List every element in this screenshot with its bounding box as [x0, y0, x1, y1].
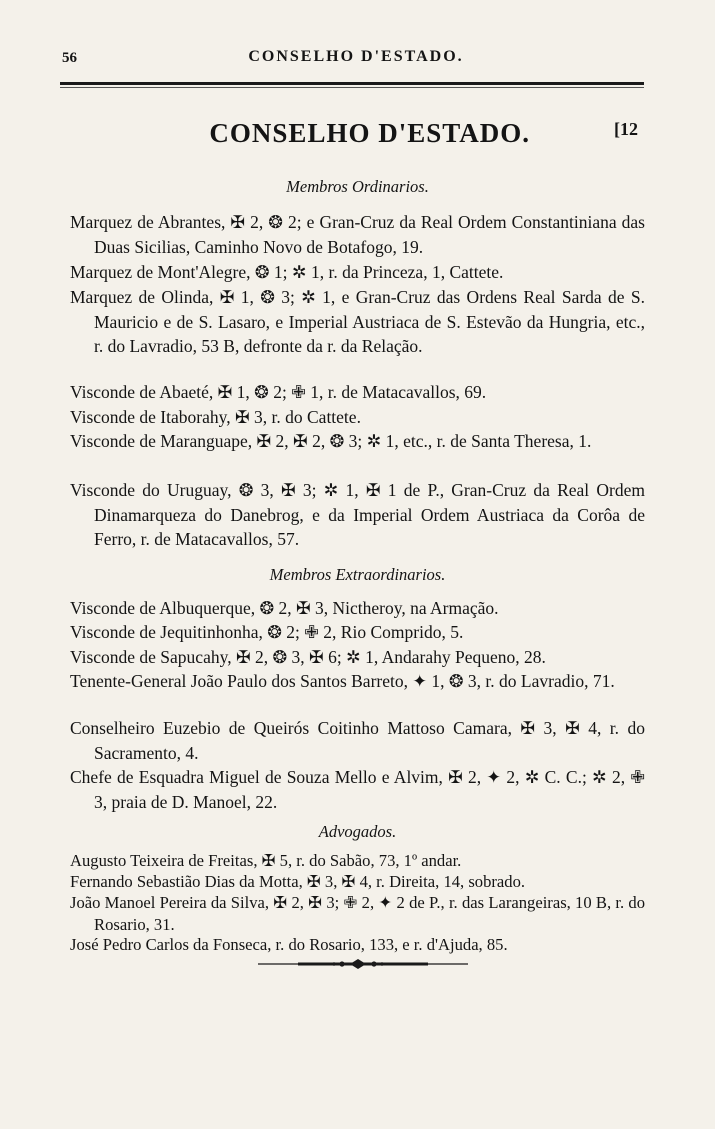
entry-ordinary-7: Visconde do Uruguay, ❂ 3, ✠ 3; ✲ 1, ✠ 1 de P., Gran-Cruz da Real Ordem Dinamarqueza do Danebrog, e da Imperial Ordem Austriaca da Corôa de Ferro, r. de Matacavallos, 57.	[70, 480, 645, 550]
entry-extra-3: Visconde de Sapucahy, ✠ 2, ❂ 3, ✠ 6; ✲ 1, Andarahy Pequeno, 28.	[70, 647, 546, 667]
head-rule-thin	[60, 87, 644, 88]
entry-ordinary-2: Marquez de Mont'Alegre, ❂ 1; ✲ 1, r. da Princeza, 1, Cattete.	[70, 262, 504, 282]
entry-ordinary-3: Marquez de Olinda, ✠ 1, ❂ 3; ✲ 1, e Gran-Cruz das Ordens Real Sarda de S. Mauricio e de S. Lasaro, e Imperial Austriaca de S. Estevão da Hungria, etc., r. do Lavradio, 53 B, defronte da r. da Relação.	[70, 287, 645, 357]
entry-ordinary-1: Marquez de Abrantes, ✠ 2, ❂ 2; e Gran-Cruz da Real Ordem Constantiniana das Duas Sicilias, Caminho Novo de Botafogo, 19.	[70, 212, 645, 257]
page-number: 56	[62, 50, 77, 66]
entry-extra-2: Visconde de Jequitinhonha, ❂ 2; ✙ 2, Rio Comprido, 5.	[70, 622, 464, 642]
section-title: CONSELHO D'ESTADO.	[209, 118, 530, 148]
advocates-heading: Advogados.	[318, 822, 397, 841]
entry-advocate-1: Augusto Teixeira de Freitas, ✠ 5, r. do Sabão, 73, 1º andar.	[70, 851, 462, 870]
entry-ordinary-4: Visconde de Abaeté, ✠ 1, ❂ 2; ✙ 1, r. de Matacavallos, 69.	[70, 382, 487, 402]
ordinary-heading: Membros Ordinarios.	[286, 177, 429, 196]
head-rule	[60, 82, 644, 85]
entry-extra-5: Conselheiro Euzebio de Queirós Coitinho Mattoso Camara, ✠ 3, ✠ 4, r. do Sacramento, 4.	[70, 718, 645, 763]
entry-extra-4: Tenente-General João Paulo dos Santos Barreto, ✦ 1, ❂ 3, r. do Lavradio, 71.	[70, 671, 615, 691]
extraordinary-heading: Membros Extraordinarios.	[269, 565, 446, 584]
running-head	[62, 48, 650, 70]
tail-ornament	[258, 956, 468, 972]
entry-advocate-2: Fernando Sebastião Dias da Motta, ✠ 3, ✠ 4, r. Direita, 14, sobrado.	[70, 872, 526, 891]
entry-advocate-4: José Pedro Carlos da Fonseca, r. do Rosario, 133, e r. d'Ajuda, 85.	[70, 935, 508, 954]
entry-extra-1: Visconde de Albuquerque, ❂ 2, ✠ 3, Nictheroy, na Armação.	[70, 598, 499, 618]
running-title: CONSELHO D'ESTADO.	[248, 48, 464, 65]
entry-extra-6: Chefe de Esquadra Miguel de Souza Mello e Alvim, ✠ 2, ✦ 2, ✲ C. C.; ✲ 2, ✙ 3, praia de D. Manoel, 22.	[70, 767, 645, 812]
entry-ordinary-5: Visconde de Itaborahy, ✠ 3, r. do Cattete.	[70, 407, 361, 427]
section-tag: [12	[614, 119, 638, 139]
entry-ordinary-6: Visconde de Maranguape, ✠ 2, ✠ 2, ❂ 3; ✲ 1, etc., r. de Santa Theresa, 1.	[70, 431, 592, 451]
entry-advocate-3: João Manoel Pereira da Silva, ✠ 2, ✠ 3; ✙ 2, ✦ 2 de P., r. das Larangeiras, 10 B, r. do Rosario, 31.	[70, 893, 645, 934]
